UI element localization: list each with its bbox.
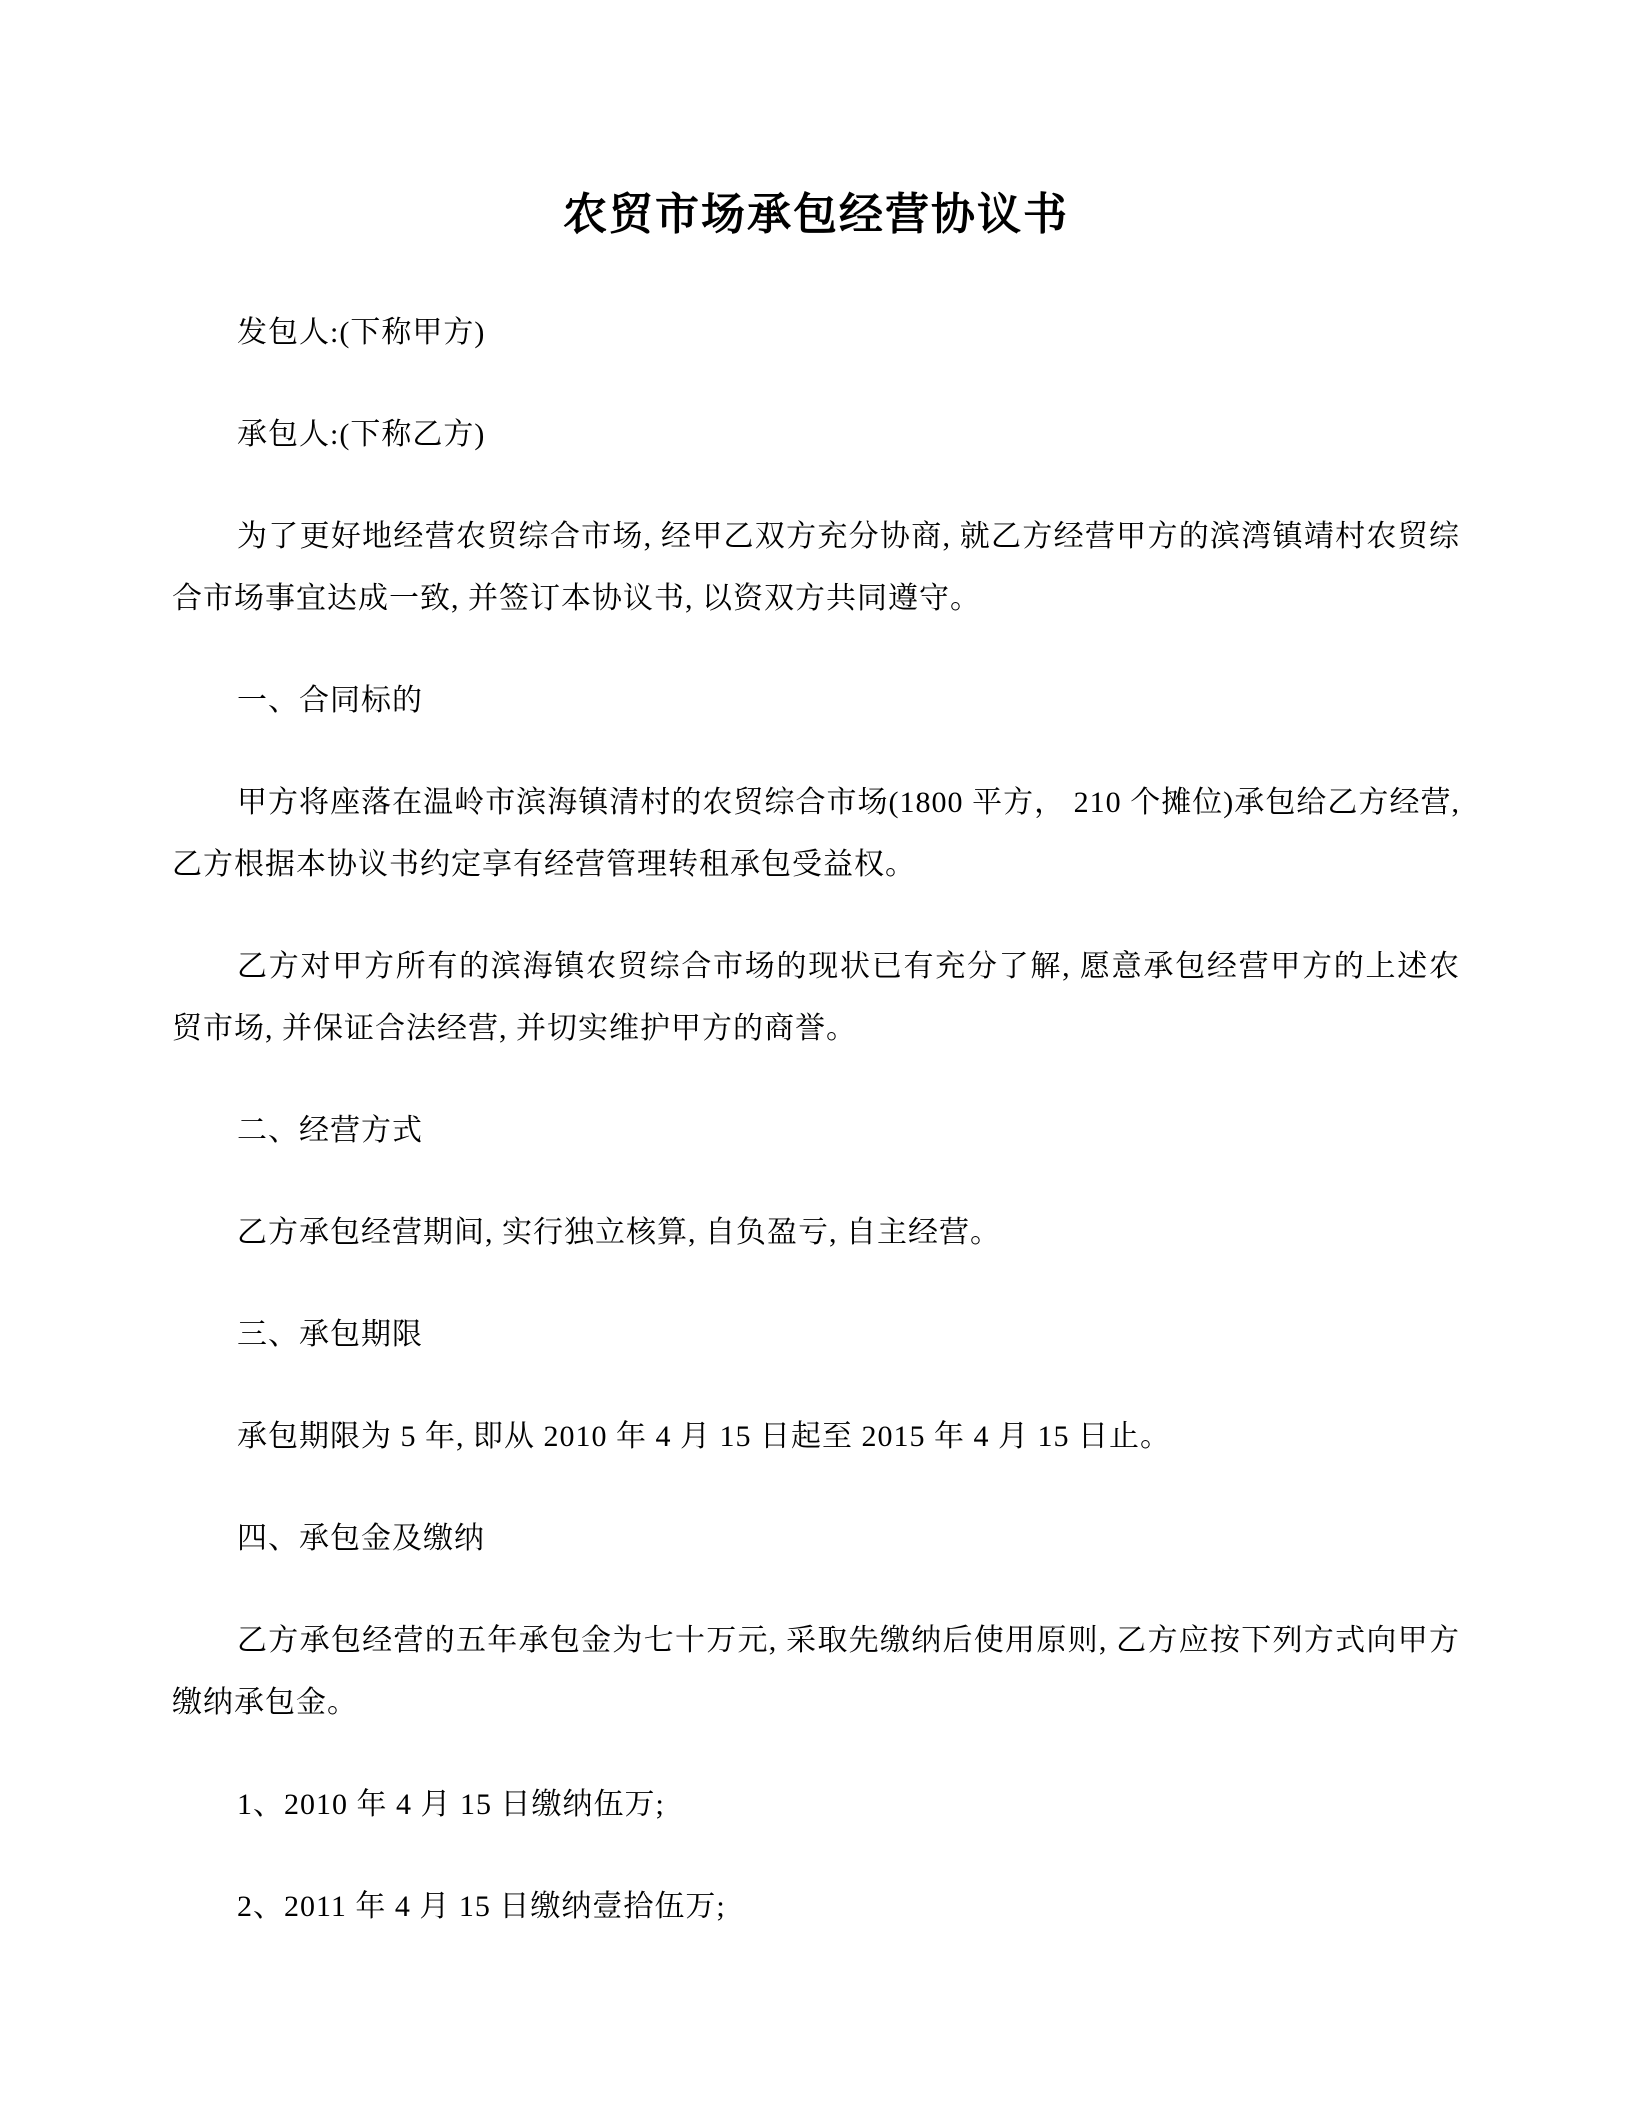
section-4-paragraph-1: 乙方承包经营的五年承包金为七十万元, 采取先缴纳后使用原则, 乙方应按下列方式向甲方缴纳承包金。 [172,1624,1460,1719]
document-title: 农贸市场承包经营协议书 [563,190,1069,239]
section-heading-3: 三、承包期限 [237,1318,423,1351]
section-3-paragraph-1: 承包期限为 5 年, 即从 2010 年 4 月 15 日起至 2015 年 4 月 15 日止。 [237,1420,1171,1453]
payment-schedule-item-2: 2、2011 年 4 月 15 日缴纳壹拾伍万; [237,1890,726,1923]
preamble-paragraph: 为了更好地经营农贸综合市场, 经甲乙双方充分协商, 就乙方经营甲方的滨湾镇靖村农贸综合市场事宜达成一致, 并签订本协议书, 以资双方共同遵守。 [172,520,1460,615]
section-1-paragraph-2: 乙方对甲方所有的滨海镇农贸综合市场的现状已有充分了解, 愿意承包经营甲方的上述农贸市场, 并保证合法经营, 并切实维护甲方的商誉。 [172,950,1460,1045]
section-1-paragraph-1: 甲方将座落在温岭市滨海镇清村的农贸综合市场(1800 平方， 210 个摊位)承包给乙方经营, 乙方根据本协议书约定享有经营管理转租承包受益权。 [172,786,1460,881]
party-line-contractor: 承包人:(下称乙方) [237,418,486,451]
section-heading-2: 二、经营方式 [237,1114,423,1147]
section-heading-4: 四、承包金及缴纳 [237,1522,485,1555]
section-2-paragraph-1: 乙方承包经营期间, 实行独立核算, 自负盈亏, 自主经营。 [237,1216,1001,1249]
payment-schedule-item-1: 1、2010 年 4 月 15 日缴纳伍万; [237,1788,665,1821]
party-line-contract-issuer: 发包人:(下称甲方) [237,316,486,349]
section-heading-1: 一、合同标的 [237,684,423,717]
